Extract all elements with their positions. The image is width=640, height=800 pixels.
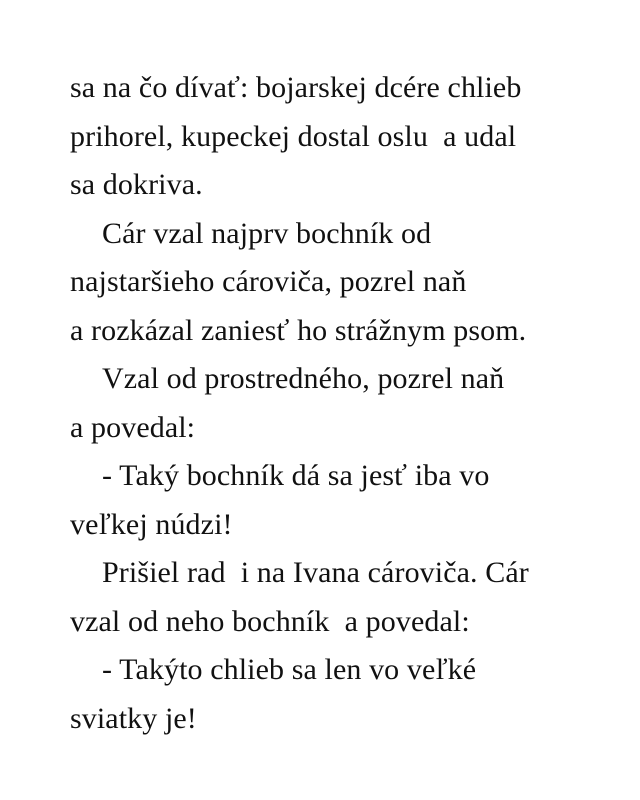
text-line: veľkej núdzi! xyxy=(70,507,233,541)
text-line: Vzal od prostredného, pozrel naň xyxy=(102,362,505,395)
text-line: a rozkázal zaniesť ho strážnym psom. xyxy=(70,313,527,347)
text-line: sviatky je! xyxy=(70,701,197,735)
text-line: - Taký bochník dá sa jesť iba vo xyxy=(102,459,490,492)
text-line: - Takýto chlieb sa len vo veľké xyxy=(102,653,477,686)
text-line: sa dokriva. xyxy=(70,168,203,201)
text-line: prihorel, kupeckej dostal oslu a udal xyxy=(70,119,517,153)
text-line: a povedal: xyxy=(70,410,196,444)
story-text xyxy=(70,64,610,743)
text-line: Cár vzal najprv bochník od xyxy=(102,216,432,250)
text-line: vzal od neho bochník a povedal: xyxy=(70,604,470,638)
text-line: Prišiel rad i na Ivana cároviča. Cár xyxy=(102,556,529,589)
text-line: najstaršieho cároviča, pozrel naň xyxy=(70,265,467,298)
text-line: sa na čo dívať: bojarskej dcére chlieb xyxy=(70,71,522,104)
